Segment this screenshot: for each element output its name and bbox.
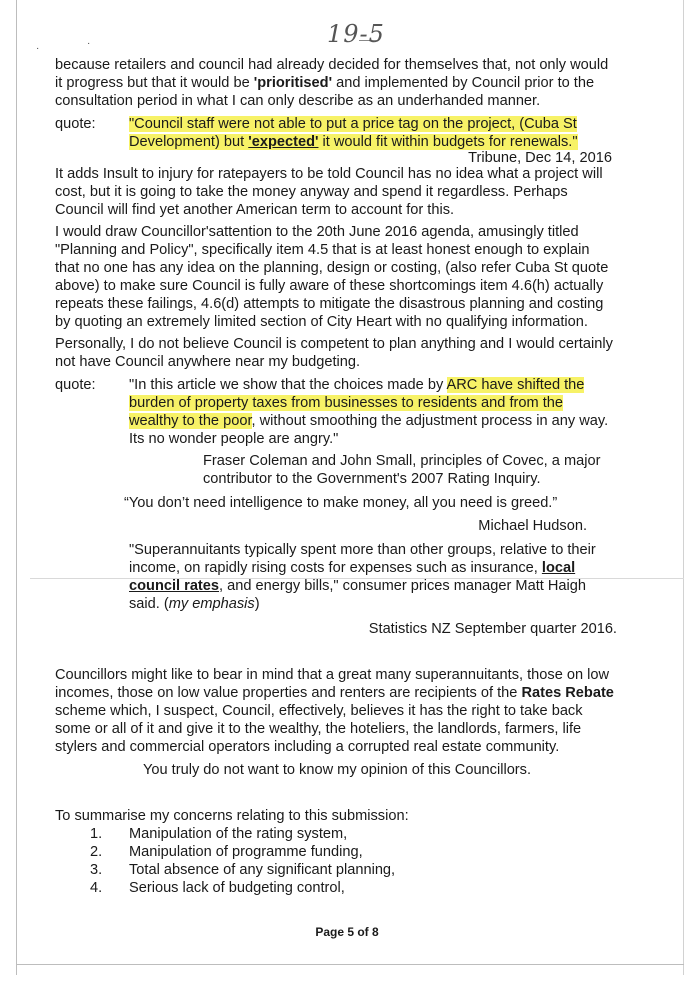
councillors-line-2: incomes, those on low value properties and renters are recipients of the Rates Rebate [55,685,614,701]
agenda-line-3: that no one has any idea on the planning, design or costing, (also refer Cuba St quote [55,260,609,276]
agenda-line-6: by quoting an extremely limited section of City Heart with no qualifying information. [55,314,588,330]
summary-num-4: 4. [90,880,103,896]
summary-num-2: 2. [90,844,103,860]
summary-item-2: Manipulation of programme funding, [129,844,363,860]
quote1-label: quote: [55,116,96,132]
opinion-line: You truly do not want to know my opinion of this Councillors. [143,762,532,778]
quote2-source-1: Fraser Coleman and John Small, principles of Covec, a major [203,453,601,469]
insult-line-3: Council will find yet another American term to account for this. [55,202,455,218]
insult-line-2: cost, but it is going to take the money anyway and spend it regardless. Perhaps [55,184,568,200]
handwritten-reference: 19-5 [327,20,385,48]
councillors-line-3: scheme which, I suspect, Council, effectively, believes it has the right to take back [55,703,583,719]
summary-item-1: Manipulation of the rating system, [129,826,348,842]
page-border-right [683,0,684,975]
page-border-bottom [16,964,684,965]
summary-item-4: Serious lack of budgeting control, [129,880,345,896]
summary-num-1: 1. [90,826,103,842]
quote1-line-1: "Council staff were not able to put a price tag on the project, (Cuba St [129,116,577,132]
quote4-line-1: "Superannuitants typically spent more than other groups, relative to their [129,542,596,558]
quote4-line-3: council rates, and energy bills," consumer prices manager Matt Haigh [129,578,586,594]
page-border-left [16,0,17,975]
agenda-line-5: repeats these failings, 4.6(d) attempts to mitigate the disastrous planning and costing [55,296,604,312]
agenda-line-1: I would draw Councillor'sattention to the 20th June 2016 agenda, amusingly titled [55,224,579,240]
summary-num-3: 3. [90,862,103,878]
insult-line-1: It adds Insult to injury for ratepayers to be told Council has no idea what a project will [55,166,603,182]
intro-line-3: consultation period in what I can only describe as an underhanded manner. [55,93,541,109]
councillors-line-5: stylers and commercial operators including a corrupted real estate community. [55,739,560,755]
quote2-line-3: wealthy to the poor, without smoothing the adjustment process in any way. [129,413,609,429]
quote2-line-1: "In this article we show that the choices made by ARC have shifted the [129,377,585,393]
quote2-line-4: Its no wonder people are angry." [129,431,339,447]
quote1-line-2: Development) but 'expected' it would fit within budgets for renewals." [129,134,578,150]
quote3-source: Michael Hudson. [478,518,587,534]
personally-line-2: not have Council anywhere near my budgeting. [55,354,361,370]
quote2-line-2: burden of property taxes from businesses to residents and from the [129,395,563,411]
summary-item-3: Total absence of any significant planning, [129,862,396,878]
quote2-label: quote: [55,377,96,393]
quote4-line-4: said. (my emphasis) [129,596,260,612]
councillors-line-1: Councillors might like to bear in mind that a great many superannuitants, those on low [55,667,610,683]
document-page: · · 19-5 because retailers and council had already decided for themselves that, not only would it progress but that it would be 'prioritised' and implemented by Council prior to the consultation period in what I can only describe as an underhanded manner. quote: "Council staff were not able to put a price tag on the project, (Cuba St Development) but 'expected' it would fit within budgets for renewals." Tribune, Dec 14, 2016 It adds Insult to injury for ratepayers to be told Council has no idea what a project will cost, but it is going to take the money anyway and spend it regardless. Perhaps Council will find yet another American term to account for this. I would draw Councillor'sattention to the 20th June 2016 agenda, amusingly titled "Planning and Policy", specifically item 4.5 that is at least honest enough to explain that no one has any idea on the planning, design or costing, (also refer Cuba St quote above) to make sure Council is fully aware of these shortcomings item 4.6(h) actually repeats these failings, 4.6(d) attempts to mitigate the disastrous planning and costing by quoting an extremely limited section of City Heart with no qualifying information. Personally, I do not believe Council is competent to plan anything and I would certainly not have Council anywhere near my budgeting. quote: "In this article we show that the choices made by ARC have shifted the burden of property taxes from businesses to residents and from the wealthy to the poor, without smoothing the adjustment process in any way. Its no wonder people are angry." Fraser Coleman and John Small, principles of Covec, a major contributor to the Government's 2007 Rating Inquiry. “You don’t need intelligence to make money, all you need is greed.” Michael Hudson. "Superannuitants typically spent more than other groups, relative to their income, on rapidly rising costs for expenses such as insurance, local council rates, and energy bills," consumer prices manager Matt Haigh said. (my emphasis) Statistics NZ September quarter 2016. Councillors might like to bear in mind that a great many superannuitants, those on low incomes, those on low value properties and renters are recipients of the Rates Rebate scheme which, I suspect, Council, effectively, believes it has the right to take back some or all of it and give it to the wealthy, the hoteliers, the landlords, farmers, life stylers and commercial operators including a corrupted real estate community. You truly do not want to know my opinion of this Councillors. To summarise my concerns relating to this submission: 1. Manipulation of the rating system, 2. Manipulation of programme funding, 3. Total absence of any significant planning, 4. Serious lack of budgeting control, Page 5 of 8 [0,0,694,982]
quote4-source: Statistics NZ September quarter 2016. [368,621,617,637]
quote2-source-2: contributor to the Government's 2007 Rating Inquiry. [203,471,541,487]
personally-line-1: Personally, I do not believe Council is competent to plan anything and I would certainly [55,336,613,352]
quote3-text: “You don’t need intelligence to make money, all you need is greed.” [124,495,558,511]
intro-line-1: because retailers and council had already decided for themselves that, not only would [55,57,609,73]
agenda-line-4: above) to make sure Council is fully aware of these shortcomings item 4.6(h) actually [55,278,604,294]
quote1-source: Tribune, Dec 14, 2016 [468,150,612,166]
summary-intro: To summarise my concerns relating to this submission: [55,808,409,824]
agenda-line-2: "Planning and Policy", specifically item 4.5 that is at least honest enough to explain [55,242,590,258]
councillors-line-4: some or all of it and give it to the wealthy, the hoteliers, the landlords, farmers, life [55,721,582,737]
intro-line-2: it progress but that it would be 'prioritised' and implemented by Council prior to the [55,75,595,91]
page-number: Page 5 of 8 [315,925,379,939]
quote4-line-2: income, on rapidly rising costs for expenses such as insurance, local [129,560,576,576]
